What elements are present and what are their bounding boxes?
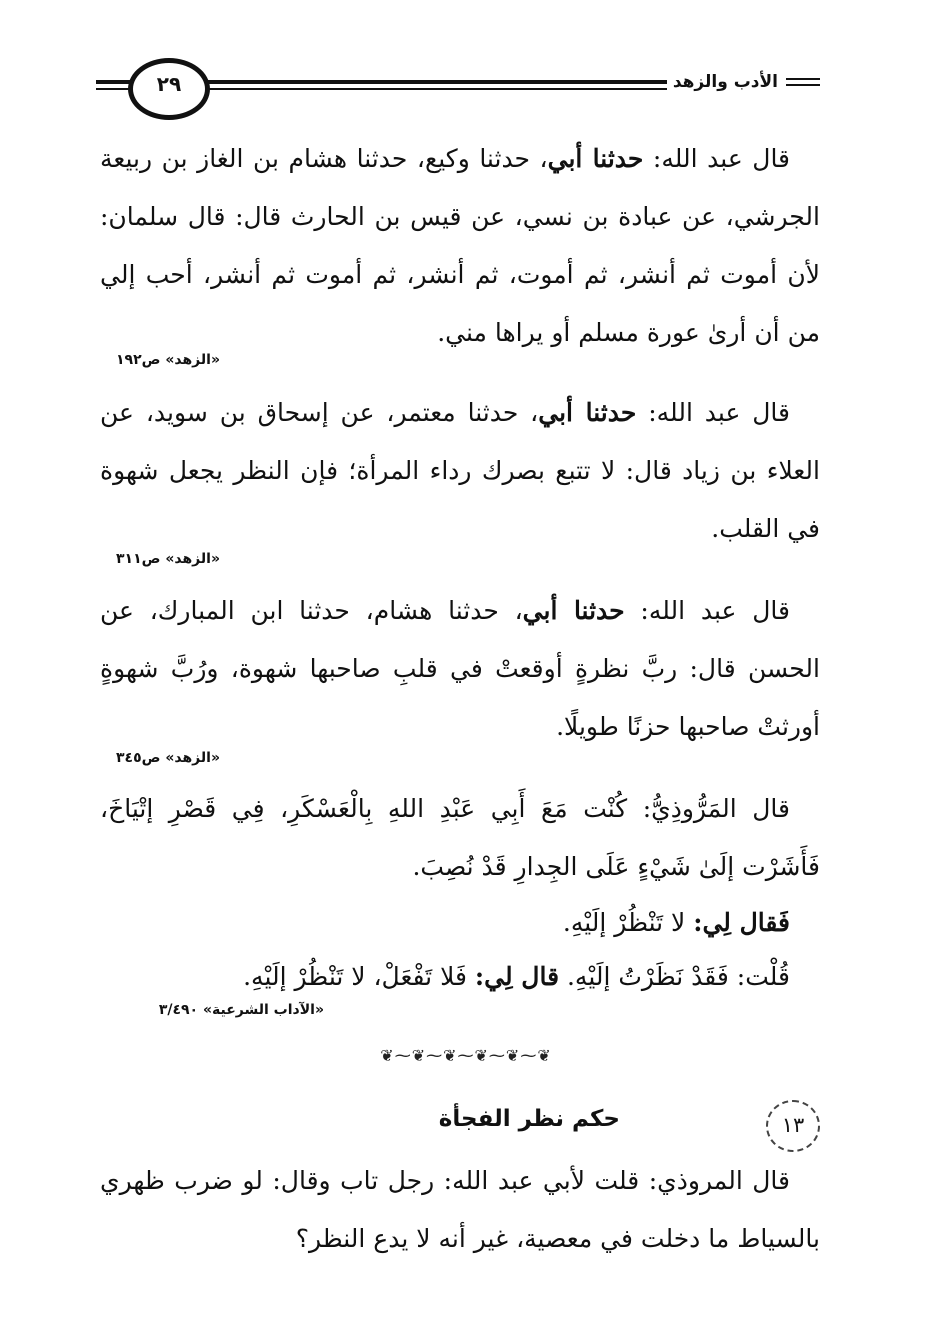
book-title: الأدب والزهد bbox=[667, 72, 784, 92]
narration-rest: ، حدثنا معتمر، عن إسحاق بن سويد، عن العلاء بن زياد قال: لا تتبع بصرك رداء المرأة؛ فإن النظر يجعل شهوة في القلب. bbox=[100, 398, 820, 543]
narration-rest: ، حدثنا هشام، حدثنا ابن المبارك، عن الحسن قال: ربَّ نظرةٍ أوقعتْ في قلبِ صاحبها شهوة، ورُبَّ شهوةٍ أورثتْ صاحبها حزنًا طويلًا. bbox=[100, 596, 820, 741]
section-text-content: قال المروذي: قلت لأبي عبد الله: رجل تاب وقال: لو ضرب ظهري بالسياط ما دخلت في معصية، غير أنه لا يدع النظر؟ bbox=[100, 1166, 820, 1253]
header-rule-thin bbox=[200, 88, 724, 90]
source-reference: «الزهد» ص٣١١ bbox=[116, 551, 220, 567]
narration-lead: قال عبد الله: bbox=[643, 144, 791, 173]
narration-text bbox=[100, 582, 820, 756]
narration-block-4 bbox=[100, 780, 820, 1004]
narration-lead: قال عبد الله: bbox=[624, 596, 790, 625]
narration-rest: لا تَنْظُرْ إلَيْهِ. bbox=[562, 908, 694, 937]
section-body bbox=[100, 1152, 820, 1268]
section-title: حكم نظر الفجأة bbox=[438, 1106, 620, 1132]
ornamental-divider: ❦⁓❦⁓❦⁓❦⁓❦⁓❦ bbox=[380, 1046, 552, 1065]
narration-bold: قال لِي: bbox=[474, 962, 560, 991]
page-number: ٢٩ bbox=[156, 72, 182, 96]
narration-text bbox=[100, 384, 820, 558]
section-heading bbox=[100, 1096, 820, 1146]
page-header bbox=[96, 58, 820, 118]
narration-bold: فَقال لِي: bbox=[693, 908, 790, 937]
narration-bold: حدثنا أبي bbox=[522, 596, 625, 625]
header-rule-left bbox=[96, 80, 132, 84]
narration-b: فَلا تَفْعَلْ، لا تَنْظُرْ إلَيْهِ. bbox=[243, 962, 475, 991]
narration-text bbox=[100, 896, 820, 950]
narration-text bbox=[100, 780, 820, 896]
source-reference: «الزهد» ص١٩٢ bbox=[116, 352, 220, 368]
narration-text bbox=[100, 130, 820, 362]
narration-block-1 bbox=[100, 130, 820, 362]
section-text bbox=[100, 1152, 820, 1268]
narration-rest: ، حدثنا وكيع، حدثنا هشام بن الغاز بن ربيعة الجرشي، عن عبادة بن نسي، عن قيس بن الحارث قال: قال سلمان: لأن أموت ثم أنشر، ثم أموت، ثم أنشر، ثم أموت ثم أنشر، أحب إلي من أن أرىٰ عورة مسلم أو يراها مني. bbox=[100, 144, 820, 347]
header-rule bbox=[200, 80, 724, 84]
narration-bold: حدثنا أبي bbox=[538, 398, 637, 427]
source-reference: «الزهد» ص٣٤٥ bbox=[116, 750, 220, 766]
narration-block-2 bbox=[100, 384, 820, 558]
narration-a: قُلْت: فَقَدْ نَظَرْتُ إلَيْهِ. bbox=[559, 962, 790, 991]
narration-text bbox=[100, 950, 820, 1004]
header-rule-left-thin bbox=[96, 88, 132, 90]
narration-bold: حدثنا أبي bbox=[547, 144, 644, 173]
narration-block-3 bbox=[100, 582, 820, 756]
source-reference: «الآداب الشرعية» ٣/٤٩٠ bbox=[158, 1002, 324, 1018]
section-number-badge: ١٣ bbox=[766, 1100, 820, 1152]
narration-lead: قال عبد الله: bbox=[636, 398, 790, 427]
header-arrow-icon bbox=[786, 78, 820, 88]
narration-p1: قال المَرُّوذِيُّ: كُنْت مَعَ أَبِي عَبْدِ اللهِ بِالْعَسْكَرِ، فِي قَصْرِ إتْيَاخَ، فَأَشَرْت إلَىٰ شَيْءٍ عَلَى الجِدارِ قَدْ نُصِبَ. bbox=[100, 794, 820, 881]
